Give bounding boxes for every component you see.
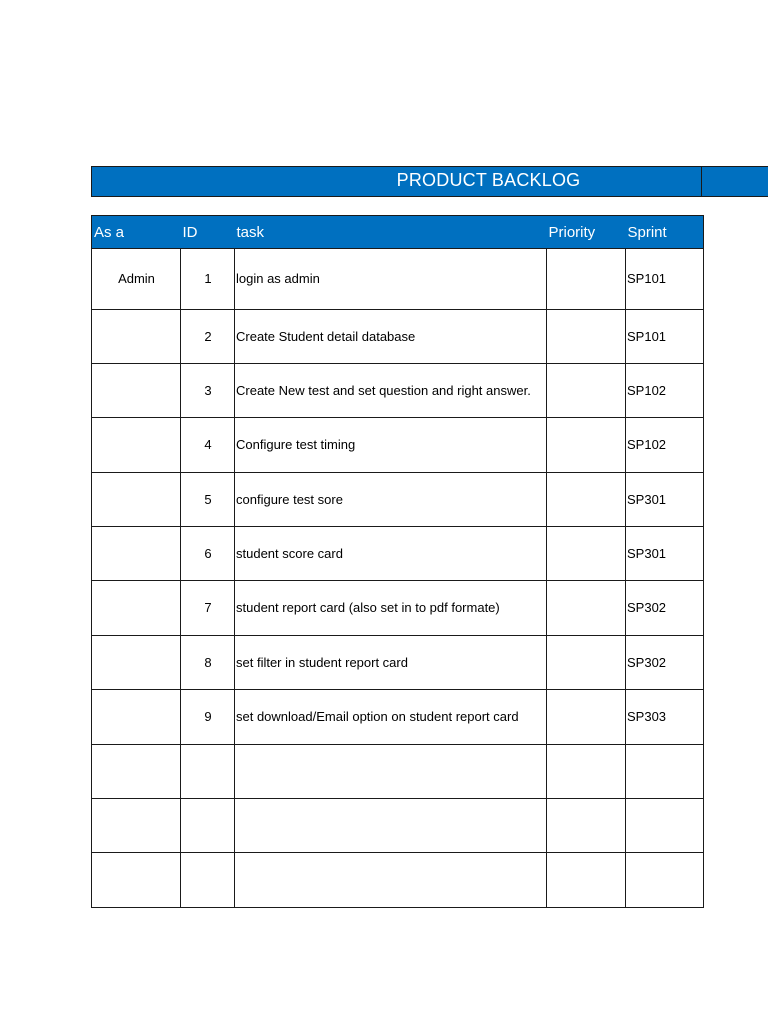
cell-id: 8 (181, 636, 235, 690)
cell-priority (547, 636, 626, 690)
table-row (92, 799, 704, 853)
page-title: PRODUCT BACKLOG (396, 170, 581, 190)
table-row (92, 310, 704, 364)
cell-sprint: SP302 (626, 581, 704, 636)
header-row (92, 216, 704, 249)
cell-as-a (92, 527, 181, 581)
backlog-table (91, 215, 704, 908)
cell-task: Configure test timing (235, 418, 547, 473)
cell-task: student score card (235, 527, 547, 581)
cell-id: 1 (181, 249, 235, 310)
header-priority: Priority (547, 216, 626, 249)
cell-sprint: SP101 (626, 249, 704, 310)
table-row (92, 418, 704, 473)
cell-sprint (626, 745, 704, 799)
cell-priority (547, 418, 626, 473)
cell-priority (547, 310, 626, 364)
cell-task: student report card (also set in to pdf formate) (235, 581, 547, 636)
cell-task (235, 745, 547, 799)
cell-sprint: SP303 (626, 690, 704, 745)
cell-id: 6 (181, 527, 235, 581)
cell-task (235, 799, 547, 853)
cell-priority (547, 527, 626, 581)
cell-as-a (92, 853, 181, 908)
table-row (92, 745, 704, 799)
cell-id: 5 (181, 473, 235, 527)
cell-id: 9 (181, 690, 235, 745)
table-row (92, 473, 704, 527)
table-row (92, 527, 704, 581)
cell-as-a: Admin (92, 249, 181, 310)
cell-sprint (626, 799, 704, 853)
cell-priority (547, 581, 626, 636)
cell-priority (547, 853, 626, 908)
cell-priority (547, 799, 626, 853)
cell-sprint: SP302 (626, 636, 704, 690)
cell-as-a (92, 473, 181, 527)
cell-sprint: SP101 (626, 310, 704, 364)
cell-as-a (92, 745, 181, 799)
cell-task: Create New test and set question and right answer. (235, 364, 547, 418)
cell-priority (547, 690, 626, 745)
header-id: ID (181, 216, 235, 249)
header-task: task (235, 216, 547, 249)
header-as-a: As a (92, 216, 181, 249)
cell-sprint: SP301 (626, 527, 704, 581)
cell-as-a (92, 799, 181, 853)
cell-priority (547, 745, 626, 799)
cell-task (235, 853, 547, 908)
cell-sprint (626, 853, 704, 908)
cell-task: set filter in student report card (235, 636, 547, 690)
cell-id: 3 (181, 364, 235, 418)
cell-priority (547, 364, 626, 418)
cell-id: 2 (181, 310, 235, 364)
cell-id: 4 (181, 418, 235, 473)
table-row (92, 581, 704, 636)
cell-as-a (92, 636, 181, 690)
cell-sprint: SP301 (626, 473, 704, 527)
cell-id (181, 745, 235, 799)
header-sprint: Sprint (626, 216, 704, 249)
table-row (92, 636, 704, 690)
cell-as-a (92, 690, 181, 745)
cell-task: login as admin (235, 249, 547, 310)
cell-priority (547, 249, 626, 310)
cell-priority (547, 473, 626, 527)
cell-task: configure test sore (235, 473, 547, 527)
cell-task: Create Student detail database (235, 310, 547, 364)
table-row (92, 853, 704, 908)
cell-id (181, 799, 235, 853)
table-row (92, 364, 704, 418)
cell-task: set download/Email option on student report card (235, 690, 547, 745)
cell-sprint: SP102 (626, 364, 704, 418)
cell-as-a (92, 310, 181, 364)
cell-as-a (92, 418, 181, 473)
table-row (92, 690, 704, 745)
table-row (92, 249, 704, 310)
cell-id: 7 (181, 581, 235, 636)
cell-as-a (92, 364, 181, 418)
cell-id (181, 853, 235, 908)
cell-as-a (92, 581, 181, 636)
cell-sprint: SP102 (626, 418, 704, 473)
